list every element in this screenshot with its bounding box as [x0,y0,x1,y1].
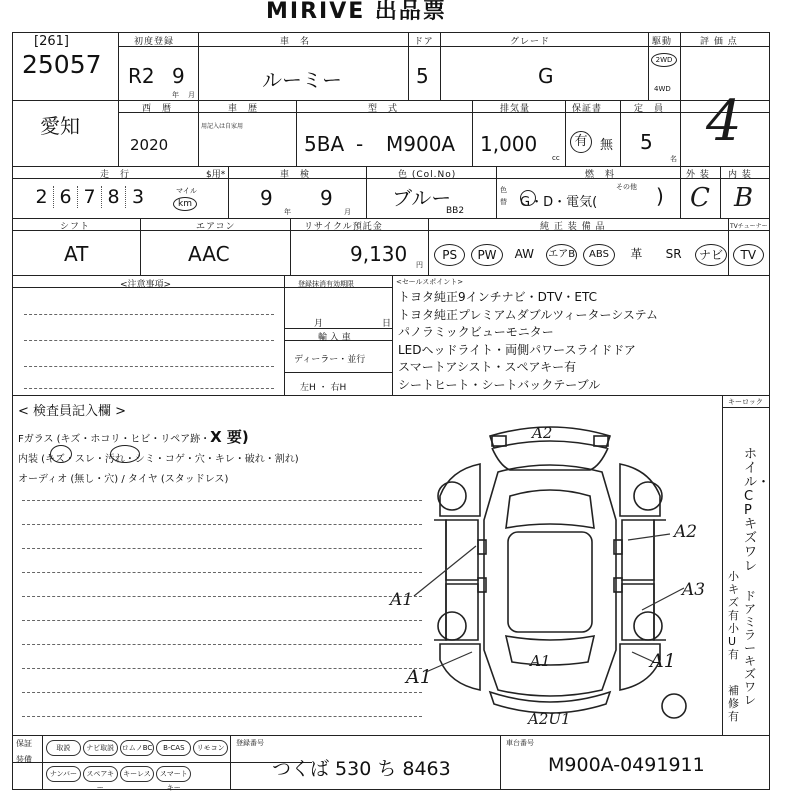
bottom-equipment-item: B-CAS [156,740,191,756]
equipment-item: AW [514,247,535,261]
equipment-item: 革 [630,247,643,261]
grade-header: グレード [510,37,551,47]
reg-first-year: 9 [172,64,185,88]
score-value: 4 [706,89,742,154]
mark-rear-center: A1 [530,652,551,670]
model-code: M900A [386,132,456,156]
reg-first-header: 初度登録 [134,37,175,47]
sales-point: パノラミックビューモニター [398,325,554,339]
inspection-year-unit: 年 [284,208,291,216]
car-name-header: 車 名 [280,37,311,47]
capacity: 5 [640,130,653,154]
equipment-list [432,242,768,268]
interior-header: 内 装 [728,170,752,180]
equipment-item: エアB [546,244,577,266]
aircon-header: エアコン [196,222,236,232]
history-note: 用記入は自家用 [201,123,244,130]
capacity-unit: 名 [670,155,677,163]
doors-value: 5 [416,64,429,88]
equipment-item: ナビ [695,244,726,266]
reg-deadline-header: 登録抹消有効期限 [298,280,354,288]
color-header: 色 (Col.No) [398,170,457,180]
inspection-month: 9 [320,186,333,210]
bottom-equipment-item: ナンバー [46,766,81,782]
model-header: 型 式 [368,104,399,114]
sales-points-list [398,289,658,394]
recycle-value: 9,130 [350,242,408,266]
exterior-header: 外 装 [686,170,710,180]
mark-left-door: A1 [390,590,414,610]
bottom-equipment-item: リモコン [193,740,228,756]
sheet-title: MIRIVE 出品票 [266,0,447,24]
sales-point: スマートアシスト・スペアキー有 [398,360,577,374]
warranty-yes-circle: 有 [570,131,592,153]
equipment-header: 純 正 装 備 品 [540,222,606,232]
mileage-header: 走 行 [100,170,131,180]
color-change-label: 色替 [500,186,507,206]
mark-rear-bumper: A2U1 [528,710,571,728]
f-glass-mark: X 要) [210,428,249,446]
bottom-equipment-item: ナビ取説 [83,740,118,756]
tv-header: TVチューナー [730,223,768,230]
notes-header: <注意事項> [120,280,172,290]
year-ad-header: 西 暦 [142,104,173,114]
interior-value: B [734,183,754,213]
model-dash: - [356,132,364,156]
year-unit: 年 [172,91,179,99]
displacement-header: 排気量 [500,104,531,114]
fuel-close: ) [656,184,664,208]
chassis-no-value: M900A-0491911 [548,754,705,776]
mark-right-rear: A3 [682,580,706,600]
f-glass-text: Fガラス (キズ・ホコリ・ヒビ・リペア跡・ [18,434,211,445]
equipment-item: PS [434,244,465,266]
color-value: ブルー [392,186,452,210]
mileage-mile-unit: マイル [176,187,197,195]
inspection-header: 車 検 [280,170,311,180]
bottom-equipment-item: スペアキー [83,766,118,782]
bottom-equipment-row2 [46,766,230,792]
mark-left-quarter: A1 [406,666,432,688]
inspector-f-glass [18,426,249,447]
fuel-gas-circle [520,190,536,206]
drive-2wd-circle: 2WD [651,53,677,67]
bottom-label-sobi: 装備 [16,755,32,764]
mark-front: A2 [532,424,553,442]
doors-header: ドア [414,37,434,47]
inspection-month-unit: 月 [344,208,351,216]
import-steer: 左H ・ 右H [300,383,347,393]
bottom-label-hosho: 保証 [16,739,32,748]
key-lock-label: キーロック [728,398,763,406]
exterior-value: C [690,183,710,213]
displacement: 1,000 [480,132,538,156]
sales-point: トヨタ純正プレミアムダブルツィーターシステム [398,307,659,322]
equipment-item: PW [471,244,502,266]
mileage-digits [30,186,150,208]
mileage-digit: 6 [54,186,78,208]
side-note-d: ドアミラーキズワレ [744,589,757,707]
drive-4wd: 4WD [654,85,671,93]
bottom-equipment-item: ロムノBC [120,740,155,756]
import-header: 輸 入 車 [318,333,351,343]
drive-header: 駆動 [652,37,673,47]
year-ad: 2020 [130,136,169,154]
inspection-year: 9 [260,186,273,210]
reg-deadline-day: 日 [382,319,392,329]
sales-point: トヨタ純正9インチナビ・DTV・ETC [398,290,598,304]
recycle-unit: 円 [416,261,423,269]
lot-bracket: [261] [34,34,69,49]
bottom-equipment-row1 [46,740,230,758]
score-header: 評 価 点 [700,37,738,47]
grade-value: G [538,64,554,88]
side-note-b: 小キズ有 [728,570,739,622]
import-type: ディーラー・並行 [294,355,366,365]
sales-points-header: <セールスポイント> [396,278,464,286]
bottom-equipment-item: キーレス [120,766,155,782]
reg-first-era: R2 [128,64,155,88]
side-note-a: ホイル・CPキズワレ [744,447,771,574]
inspector-interior: 内装 (キズ・スレ・汚れ・シミ・コゲ・穴・キレ・破れ・割れ) [18,454,299,465]
mark-right-front: A2 [674,522,698,542]
recycle-header: リサイクル預託金 [304,222,383,232]
equipment-item: ABS [583,244,614,266]
history-header: 車 歴 [228,104,259,114]
displacement-unit: cc [552,154,560,162]
shift-value: AT [64,242,89,266]
reg-no-value: つくば 530 ち 8463 [272,758,451,780]
sales-point: シートヒート・シートバックテーブル [398,377,601,392]
side-note-c: 小U有 [728,622,739,661]
bottom-side-label [16,738,38,766]
month-unit: 月 [188,91,195,99]
interior-yogore-circle [110,445,140,463]
equipment-item: SR [665,247,682,261]
chassis-no-header: 車台番号 [506,739,534,747]
capacity-header: 定 員 [634,104,665,114]
fuel-options: G・D・電気( [520,195,598,210]
mark-right-quarter: A1 [650,650,676,672]
model-prefix: 5BA [304,132,345,156]
mileage-digit: 7 [78,186,102,208]
bottom-equipment-item: スマートキー [156,766,191,782]
bottom-equipment-item: 取説 [46,740,81,756]
color-code: BB2 [446,206,465,216]
equipment-item: TV [733,244,764,266]
reg-no-header: 登録番号 [236,739,264,747]
sales-point: LEDヘッドライト・両側パワースライドドア [398,342,636,357]
dollar-mark: $用* [206,170,226,180]
interior-kizu-circle [50,445,72,463]
fuel-other-label: その他 [616,183,637,191]
mileage-km-circle: km [173,197,197,211]
lot-number: 25057 [22,50,102,79]
fuel-header: 燃 料 [585,170,616,180]
mileage-digit: 3 [131,186,145,208]
shift-header: シフト [60,222,91,232]
reg-deadline-month: 月 [314,319,324,329]
warranty-header: 保証書 [572,104,603,114]
inspector-audio: オーディオ (無し・穴) / タイヤ (スタッドレス) [18,474,229,485]
side-note-e: 補修有 [728,684,739,723]
warranty-no: 無 [600,138,614,153]
mileage-digit: 8 [102,186,126,208]
mileage-digit: 2 [30,186,54,208]
car-name: ルーミー [262,68,342,92]
location: 愛知 [40,114,80,138]
inspector-header: < 検査員記入欄 > [18,404,127,419]
aircon-value: AAC [188,242,230,266]
